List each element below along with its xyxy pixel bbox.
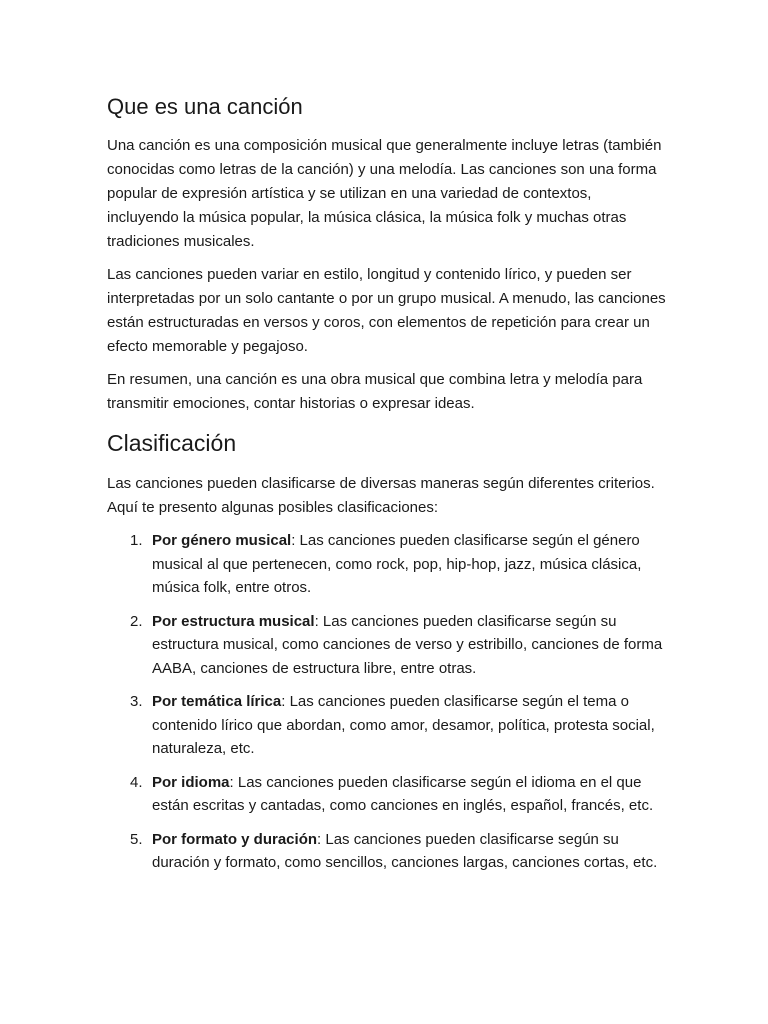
paragraph: En resumen, una canción es una obra musical que combina letra y melodía para transmitir emociones, contar historias o expresar ideas. [107, 371, 643, 412]
list-item-text: : Las canciones pueden clasificarse según el género musical al que pertenecen, como rock, pop, hip-hop, jazz, música clásica, música folk, entre otros. [152, 532, 642, 596]
list-item-term: Por idioma [152, 773, 230, 791]
list-item-term: Por formato y duración [152, 830, 318, 848]
list-number: 1. [130, 532, 143, 549]
list-item-text: : Las canciones pueden clasificarse según el idioma en el que están escritas y cantadas, como canciones en inglés, español, francés, etc. [152, 773, 654, 814]
list-item-text: : Las canciones pueden clasificarse según su estructura musical, como canciones de verso y estribillo, canciones de forma AABA, canciones de estructura libre, entre otras. [152, 612, 663, 677]
document-page [107, 92, 667, 885]
list-item-term: Por género musical [152, 532, 292, 549]
list-item [107, 529, 667, 600]
classification-list [107, 529, 667, 875]
list-item-text: : Las canciones pueden clasificarse según su duración y formato, como sencillos, canciones largas, canciones cortas, etc. [152, 830, 658, 871]
list-item-term: Por estructura musical [152, 612, 315, 630]
section-title-clasificacion: Clasificación [107, 430, 237, 456]
list-number: 2. [130, 612, 143, 630]
list-item [107, 610, 667, 681]
list-item [107, 771, 667, 818]
paragraph: Una canción es una composición musical que generalmente incluye letras (también conocidas como letras de la canción) y una melodía. Las canciones son una forma popular de expresión artística y se utilizan en una variedad de contextos, incluyendo la música popular, la música clásica, la música folk y muchas otras tradiciones musicales. [107, 137, 662, 250]
list-number: 3. [130, 693, 143, 710]
section-title-cancion: Que es una canción [107, 94, 303, 119]
list-number: 5. [130, 830, 143, 848]
list-item [107, 690, 667, 761]
list-number: 4. [130, 773, 143, 791]
list-item-text: : Las canciones pueden clasificarse según el tema o contenido lírico que abordan, como amor, desamor, política, protesta social, naturaleza, etc. [152, 693, 655, 757]
paragraph: Las canciones pueden clasificarse de diversas maneras según diferentes criterios. Aquí te presento algunas posibles clasificaciones: [107, 475, 655, 516]
list-item-term: Por temática lírica [152, 693, 282, 710]
paragraph: Las canciones pueden variar en estilo, longitud y contenido lírico, y pueden ser interpretadas por un solo cantante o por un grupo musical. A menudo, las canciones están estructuradas en versos y coros, con elementos de repetición para crear un efecto memorable y pegajoso. [107, 266, 666, 355]
list-item [107, 828, 667, 875]
